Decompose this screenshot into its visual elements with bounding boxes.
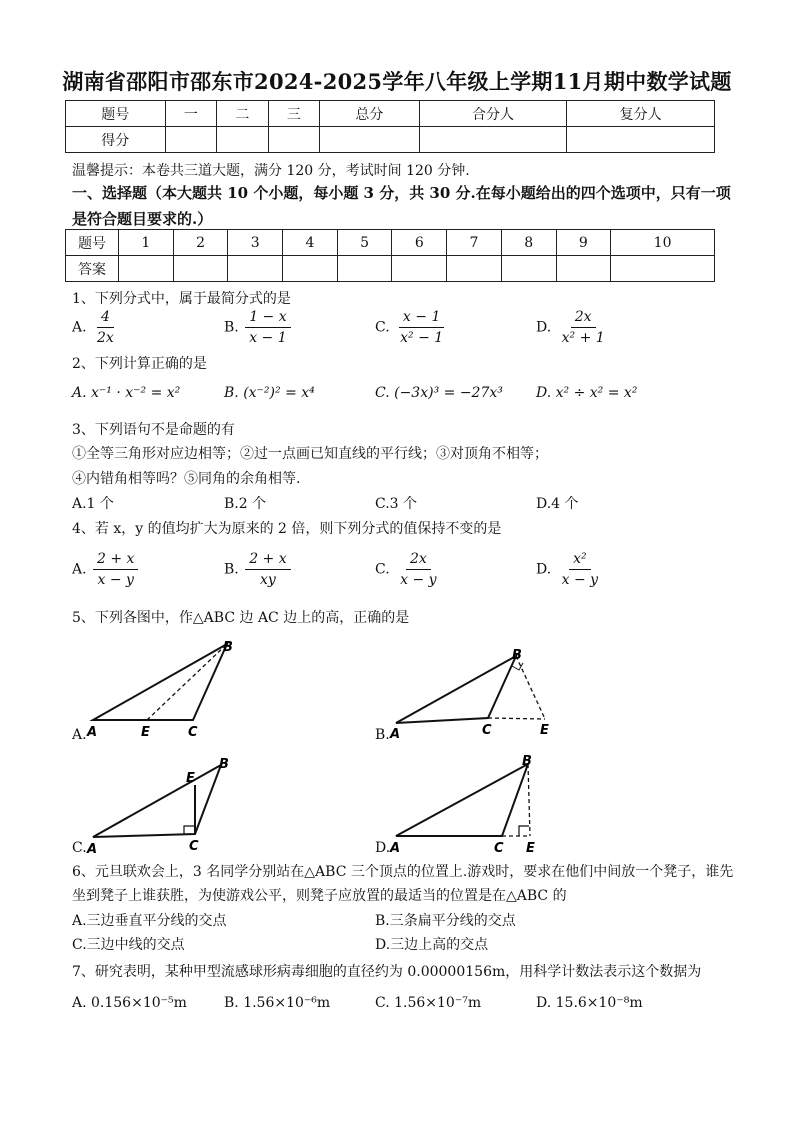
- dashed-segment: [516, 656, 545, 719]
- vertex-label-c: C: [188, 725, 198, 740]
- table-cell: 答案: [66, 256, 119, 282]
- question-2-stem: 2、下列计算正确的是: [72, 356, 207, 372]
- question-3-stem: 3、下列语句不是命题的有: [72, 422, 235, 438]
- denominator: x − 1: [249, 330, 287, 346]
- q4-option-d[interactable]: [536, 550, 602, 589]
- point-label-e: E: [186, 771, 195, 786]
- q1-option-a[interactable]: [72, 308, 118, 347]
- triangle: [396, 764, 528, 836]
- q3-option-c[interactable]: C.3 个: [375, 496, 418, 512]
- q2-option-c[interactable]: C. (−3x)³ = −27x³: [375, 385, 503, 401]
- q2-option-d[interactable]: D. x² ÷ x² = x²: [536, 385, 638, 401]
- q4-option-a[interactable]: [72, 550, 138, 589]
- table-row: [66, 127, 715, 153]
- numerator: 2x: [571, 308, 596, 328]
- fraction: [245, 550, 290, 589]
- table-cell: 1: [119, 230, 174, 256]
- answer-cell[interactable]: [337, 256, 392, 282]
- table-cell: 复分人: [567, 101, 715, 127]
- q4-option-c[interactable]: [375, 550, 441, 589]
- table-row: [66, 230, 715, 256]
- q3-option-b[interactable]: B.2 个: [224, 496, 267, 512]
- q5-option-c-label[interactable]: C.: [72, 840, 87, 856]
- vertex-label-b: B: [512, 648, 522, 663]
- table-cell: 5: [337, 230, 392, 256]
- denominator: x² + 1: [561, 330, 605, 346]
- table-cell: 二: [217, 101, 269, 127]
- q1-option-c[interactable]: [375, 308, 447, 347]
- vertex-label-c: C: [494, 841, 504, 856]
- q6-option-d[interactable]: D.三边上高的交点: [375, 937, 489, 953]
- q3-option-d[interactable]: D.4 个: [536, 496, 579, 512]
- denominator: xy: [260, 572, 276, 588]
- point-label-e: E: [540, 723, 549, 738]
- option-label: D.: [536, 319, 552, 336]
- option-label: A.: [72, 319, 87, 336]
- answer-cell[interactable]: [447, 256, 502, 282]
- tip-text: 温馨提示：本卷共三道大题，满分 120 分，考试时间 120 分钟.: [72, 163, 470, 179]
- score-cell[interactable]: [268, 127, 320, 153]
- fraction: [93, 308, 118, 347]
- question-1-stem: 1、下列分式中，属于最简分式的是: [72, 291, 291, 307]
- vertex-label-a: A: [87, 842, 98, 856]
- q5-figure-b: [388, 646, 568, 746]
- q2-option-b[interactable]: B. (x⁻²)² = x⁴: [224, 385, 315, 401]
- point-label-e: E: [141, 725, 150, 740]
- table-cell: 6: [392, 230, 447, 256]
- q5-figure-c: [85, 756, 245, 856]
- table-cell: 题号: [66, 230, 119, 256]
- table-cell: 三: [268, 101, 320, 127]
- table-cell: 7: [447, 230, 502, 256]
- triangle: [93, 765, 221, 837]
- vertex-label-b: B: [223, 640, 233, 655]
- question-4-stem: 4、若 x，y 的值均扩大为原来的 2 倍，则下列分式的值保持不变的是: [72, 521, 502, 537]
- q5-option-b-label[interactable]: B.: [375, 727, 390, 743]
- fraction: [558, 550, 602, 589]
- answer-cell[interactable]: [556, 256, 611, 282]
- q6-option-a[interactable]: A.三边垂直平分线的交点: [72, 913, 227, 929]
- question-6-stem-2: 坐到凳子上谁获胜，为使游戏公平，则凳子应放置的最适当的位置是在△ABC 的: [72, 888, 567, 904]
- table-cell: 8: [501, 230, 556, 256]
- q5-figure-a: [85, 636, 245, 746]
- table-row: [66, 256, 715, 282]
- q5-option-a-label[interactable]: A.: [72, 727, 87, 743]
- answer-cell[interactable]: [611, 256, 715, 282]
- q2-option-a[interactable]: A. x⁻¹ · x⁻² = x²: [72, 385, 181, 401]
- fraction: [558, 308, 609, 347]
- triangle: [396, 656, 516, 723]
- score-table: [65, 100, 715, 153]
- table-cell: 10: [611, 230, 715, 256]
- vertex-label-b: B: [219, 757, 229, 772]
- table-cell: 4: [283, 230, 338, 256]
- table-row: [66, 101, 715, 127]
- q4-option-b[interactable]: [224, 550, 291, 589]
- table-cell: 一: [165, 101, 217, 127]
- answer-cell[interactable]: [228, 256, 283, 282]
- point-label-e: E: [526, 841, 535, 856]
- score-cell[interactable]: [165, 127, 217, 153]
- fraction: [396, 308, 447, 347]
- vertex-label-a: A: [390, 727, 401, 742]
- table-cell: 9: [556, 230, 611, 256]
- numerator: 4: [97, 308, 114, 328]
- option-label: A.: [72, 561, 87, 578]
- answer-table: [65, 229, 715, 282]
- numerator: 2 + x: [245, 550, 290, 570]
- fraction: [396, 550, 440, 589]
- section-heading: 一、选择题（本大题共 10 个小题，每小题 3 分，共 30 分.在每小题给出的四个选项中，只有一项是符合题目要求的.）: [72, 184, 731, 228]
- right-angle-mark: [184, 826, 195, 834]
- denominator: x² − 1: [400, 330, 444, 346]
- q6-option-b[interactable]: B.三条扁平分线的交点: [375, 913, 516, 929]
- q7-option-a[interactable]: A. 0.156×10⁻⁵m: [72, 995, 187, 1011]
- question-6-stem-1: 6、元旦联欢会上，3 名同学分别站在△ABC 三个顶点的位置上.游戏时，要求在他们中间放一个凳子，谁先: [72, 864, 734, 880]
- exam-title: 湖南省邵阳市邵东市2024-2025学年八年级上学期11月期中数学试题: [62, 69, 732, 94]
- numerator: x²: [569, 550, 591, 570]
- score-cell[interactable]: [217, 127, 269, 153]
- answer-cell[interactable]: [501, 256, 556, 282]
- q7-option-d[interactable]: D. 15.6×10⁻⁸m: [536, 995, 643, 1011]
- table-cell: 2: [173, 230, 228, 256]
- table-cell: 得分: [66, 127, 166, 153]
- q6-option-c[interactable]: C.三边中线的交点: [72, 937, 185, 953]
- denominator: x − y: [400, 572, 437, 588]
- q3-option-a[interactable]: A.1 个: [72, 496, 114, 512]
- vertex-label-a: A: [390, 841, 401, 856]
- table-cell: 合分人: [419, 101, 567, 127]
- denominator: x − y: [561, 572, 599, 588]
- answer-cell[interactable]: [283, 256, 338, 282]
- question-3-line-2: ④内错角相等吗？⑤同角的余角相等.: [72, 471, 301, 487]
- numerator: x − 1: [399, 308, 444, 328]
- score-cell[interactable]: [567, 127, 715, 153]
- q1-option-d[interactable]: [536, 308, 609, 347]
- answer-cell[interactable]: [173, 256, 228, 282]
- vertex-label-c: C: [189, 839, 199, 854]
- dashed-segment: [488, 718, 545, 719]
- q5-figure-d: [388, 752, 558, 856]
- question-5-stem: 5、下列各图中，作△ABC 边 AC 边上的高，正确的是: [72, 610, 410, 626]
- vertex-label-b: B: [522, 754, 532, 769]
- denominator: x − y: [97, 572, 134, 588]
- question-3-line-1: ①全等三角形对应边相等；②过一点画已知直线的平行线；③对顶角不相等；: [72, 446, 548, 462]
- option-label: C.: [375, 319, 390, 336]
- answer-cell[interactable]: [119, 256, 174, 282]
- option-label: B.: [224, 561, 239, 578]
- option-label: D.: [536, 561, 552, 578]
- table-cell: 3: [228, 230, 283, 256]
- right-angle-mark: [519, 826, 529, 836]
- numerator: 2x: [406, 550, 431, 570]
- numerator: 2 + x: [93, 550, 138, 570]
- q7-option-b[interactable]: B. 1.56×10⁻⁶m: [224, 995, 331, 1011]
- option-label: B.: [224, 319, 239, 336]
- table-cell: 总分: [320, 101, 420, 127]
- triangle: [93, 644, 227, 720]
- vertex-label-c: C: [482, 723, 492, 738]
- table-cell: 题号: [66, 101, 166, 127]
- q5-option-d-label[interactable]: D.: [375, 840, 391, 856]
- q1-option-b[interactable]: [224, 308, 291, 347]
- score-cell[interactable]: [419, 127, 567, 153]
- fraction: [93, 550, 138, 589]
- fraction: [245, 308, 290, 347]
- score-cell[interactable]: [320, 127, 420, 153]
- option-label: C.: [375, 561, 390, 578]
- numerator: 1 − x: [245, 308, 290, 328]
- q7-option-c[interactable]: C. 1.56×10⁻⁷m: [375, 995, 482, 1011]
- vertex-label-a: A: [87, 725, 98, 740]
- dashed-segment: [528, 764, 530, 836]
- answer-cell[interactable]: [392, 256, 447, 282]
- question-7-stem: 7、研究表明，某种甲型流感球形病毒细胞的直径约为 0.00000156m，用科学计数法表示这个数据为: [72, 964, 702, 980]
- denominator: 2x: [97, 330, 114, 346]
